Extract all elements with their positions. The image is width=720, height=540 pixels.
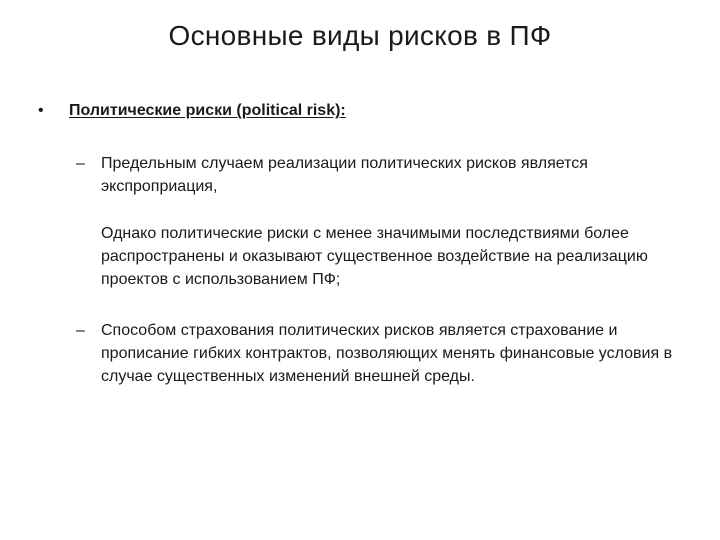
sub-item-text: Способом страхования политических рисков является страхование и прописание гибких контрактов, позволяющих менять финансовые условия в случае существенных изменений внешней среды. bbox=[101, 322, 673, 385]
sub-item-text: Однако политические риски с менее значимыми последствиями более распространены и оказывают существенное воздействие на реализацию проектов с использованием ПФ; bbox=[101, 225, 648, 288]
bullet-political-risks bbox=[36, 100, 686, 122]
bullet-text: Политические риски (political risk): bbox=[69, 102, 346, 119]
dash-marker: – bbox=[76, 155, 85, 172]
sub-item-text: Предельным случаем реализации политических рисков является экспроприация, bbox=[101, 155, 588, 195]
sub-item-insurance bbox=[76, 319, 686, 388]
slide-title: Основные виды рисков в ПФ bbox=[168, 20, 552, 51]
sub-item-expropriation bbox=[76, 152, 686, 198]
sub-item-however bbox=[76, 222, 686, 291]
sub-list bbox=[36, 152, 686, 388]
dash-marker: – bbox=[76, 322, 85, 339]
bullet-marker: • bbox=[38, 102, 44, 119]
slide-content bbox=[36, 100, 686, 388]
